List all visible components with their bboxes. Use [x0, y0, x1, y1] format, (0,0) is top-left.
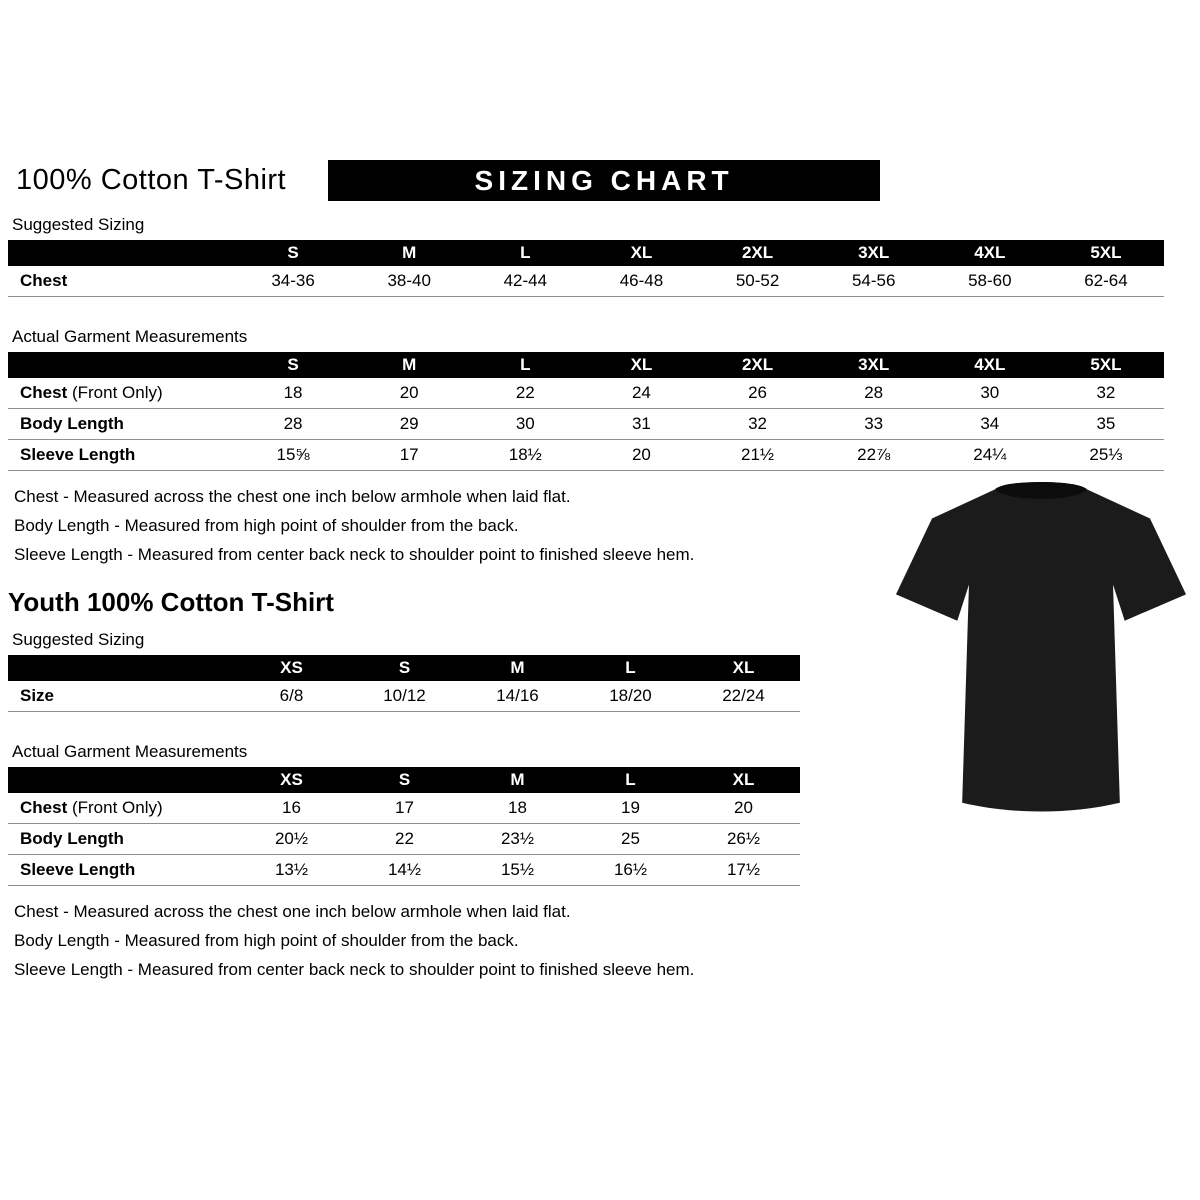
- sizing-chart-banner: SIZING CHART: [328, 160, 880, 201]
- youth-actual-measurements-table: [8, 767, 800, 886]
- measurement-row: [8, 266, 1164, 297]
- youth-actual-measurements-label: Actual Garment Measurements: [12, 742, 248, 761]
- size-column-header: L: [467, 352, 583, 378]
- measurement-cell: 18½: [467, 440, 583, 471]
- measurement-row: [8, 378, 1164, 409]
- youth-measurement-notes: [14, 902, 1170, 980]
- page-title: 100% Cotton T-Shirt: [16, 164, 287, 196]
- measurement-cell: 10/12: [348, 681, 461, 712]
- measurement-cell: 24¼: [932, 440, 1048, 471]
- measurement-cell: 26: [700, 378, 816, 409]
- size-column-header: M: [351, 240, 467, 266]
- measurement-cell: 22⅞: [816, 440, 932, 471]
- size-column-header: S: [348, 655, 461, 681]
- measurement-note: Body Length - Measured from high point of shoulder from the back.: [14, 931, 519, 950]
- size-column-header: M: [351, 352, 467, 378]
- measurement-cell: 18: [461, 793, 574, 824]
- size-column-header: 3XL: [816, 240, 932, 266]
- size-column-header: 4XL: [932, 240, 1048, 266]
- size-column-header: L: [574, 767, 687, 793]
- header-empty-cell: [8, 352, 235, 378]
- measurement-cell: 35: [1048, 409, 1164, 440]
- size-column-header: S: [348, 767, 461, 793]
- measurement-cell: 38-40: [351, 266, 467, 297]
- size-column-header: 5XL: [1048, 240, 1164, 266]
- row-label: Size: [8, 681, 235, 712]
- measurement-cell: 20: [583, 440, 699, 471]
- size-column-header: S: [235, 240, 351, 266]
- measurement-cell: 26½: [687, 824, 800, 855]
- measurement-cell: 17: [348, 793, 461, 824]
- size-column-header: 2XL: [700, 352, 816, 378]
- size-header-row: [8, 767, 800, 793]
- header-empty-cell: [8, 655, 235, 681]
- measurement-cell: 54-56: [816, 266, 932, 297]
- measurement-cell: 33: [816, 409, 932, 440]
- adult-suggested-sizing-label: Suggested Sizing: [12, 215, 145, 234]
- size-column-header: L: [467, 240, 583, 266]
- header: [8, 160, 1170, 201]
- measurement-cell: 28: [816, 378, 932, 409]
- measurement-note: Sleeve Length - Measured from center back neck to shoulder point to finished sleeve hem.: [14, 545, 695, 564]
- row-label: Sleeve Length: [8, 855, 235, 886]
- size-header-row: [8, 655, 800, 681]
- measurement-cell: 17½: [687, 855, 800, 886]
- measurement-note: Chest - Measured across the chest one inch below armhole when laid flat.: [14, 902, 571, 921]
- measurement-cell: 34-36: [235, 266, 351, 297]
- measurement-cell: 24: [583, 378, 699, 409]
- size-column-header: XL: [687, 767, 800, 793]
- size-column-header: M: [461, 767, 574, 793]
- measurement-cell: 16: [235, 793, 348, 824]
- row-label: Sleeve Length: [8, 440, 235, 471]
- measurement-cell: 25: [574, 824, 687, 855]
- measurement-note: Chest - Measured across the chest one inch below armhole when laid flat.: [14, 487, 571, 506]
- measurement-cell: 29: [351, 409, 467, 440]
- size-column-header: M: [461, 655, 574, 681]
- measurement-cell: 46-48: [583, 266, 699, 297]
- size-column-header: XS: [235, 767, 348, 793]
- measurement-cell: 22: [348, 824, 461, 855]
- spacer: [8, 297, 1170, 327]
- measurement-cell: 20: [351, 378, 467, 409]
- youth-suggested-sizing-label: Suggested Sizing: [12, 630, 145, 649]
- size-header-row: [8, 352, 1164, 378]
- measurement-cell: 22: [467, 378, 583, 409]
- measurement-cell: 18/20: [574, 681, 687, 712]
- measurement-cell: 18: [235, 378, 351, 409]
- measurement-row: [8, 824, 800, 855]
- size-column-header: XL: [687, 655, 800, 681]
- measurement-cell: 42-44: [467, 266, 583, 297]
- measurement-cell: 28: [235, 409, 351, 440]
- size-column-header: 2XL: [700, 240, 816, 266]
- measurement-cell: 15⅝: [235, 440, 351, 471]
- header-empty-cell: [8, 767, 235, 793]
- adult-actual-measurements-label: Actual Garment Measurements: [12, 327, 248, 346]
- size-column-header: L: [574, 655, 687, 681]
- measurement-note: Sleeve Length - Measured from center back neck to shoulder point to finished sleeve hem.: [14, 960, 695, 979]
- size-column-header: S: [235, 352, 351, 378]
- size-column-header: 3XL: [816, 352, 932, 378]
- measurement-cell: 20: [687, 793, 800, 824]
- size-column-header: 5XL: [1048, 352, 1164, 378]
- measurement-cell: 22/24: [687, 681, 800, 712]
- youth-title: Youth 100% Cotton T-Shirt: [8, 587, 334, 617]
- measurement-cell: 32: [700, 409, 816, 440]
- measurement-cell: 14½: [348, 855, 461, 886]
- size-header-row: [8, 240, 1164, 266]
- measurement-row: [8, 681, 800, 712]
- measurement-row: [8, 440, 1164, 471]
- measurement-cell: 32: [1048, 378, 1164, 409]
- measurement-cell: 19: [574, 793, 687, 824]
- row-label: Body Length: [8, 409, 235, 440]
- row-label: Chest (Front Only): [8, 378, 235, 409]
- measurement-cell: 20½: [235, 824, 348, 855]
- measurement-cell: 6/8: [235, 681, 348, 712]
- measurement-cell: 25⅓: [1048, 440, 1164, 471]
- measurement-cell: 30: [467, 409, 583, 440]
- size-column-header: 4XL: [932, 352, 1048, 378]
- header-empty-cell: [8, 240, 235, 266]
- row-label: Chest (Front Only): [8, 793, 235, 824]
- black-tshirt-image: [895, 472, 1187, 820]
- tshirt-body-shape: [896, 482, 1186, 811]
- row-label: Body Length: [8, 824, 235, 855]
- measurement-cell: 14/16: [461, 681, 574, 712]
- size-column-header: XL: [583, 240, 699, 266]
- measurement-cell: 21½: [700, 440, 816, 471]
- size-column-header: XS: [235, 655, 348, 681]
- measurement-cell: 17: [351, 440, 467, 471]
- measurement-row: [8, 793, 800, 824]
- measurement-cell: 58-60: [932, 266, 1048, 297]
- measurement-cell: 30: [932, 378, 1048, 409]
- measurement-cell: 16½: [574, 855, 687, 886]
- measurement-cell: 23½: [461, 824, 574, 855]
- row-label: Chest: [8, 266, 235, 297]
- measurement-row: [8, 855, 800, 886]
- measurement-cell: 31: [583, 409, 699, 440]
- adult-actual-measurements-table: [8, 352, 1164, 471]
- youth-suggested-sizing-table: [8, 655, 800, 712]
- measurement-cell: 50-52: [700, 266, 816, 297]
- size-column-header: XL: [583, 352, 699, 378]
- measurement-cell: 15½: [461, 855, 574, 886]
- measurement-cell: 13½: [235, 855, 348, 886]
- measurement-note: Body Length - Measured from high point of shoulder from the back.: [14, 516, 519, 535]
- adult-suggested-sizing-table: [8, 240, 1164, 297]
- measurement-row: [8, 409, 1164, 440]
- measurement-cell: 62-64: [1048, 266, 1164, 297]
- measurement-cell: 34: [932, 409, 1048, 440]
